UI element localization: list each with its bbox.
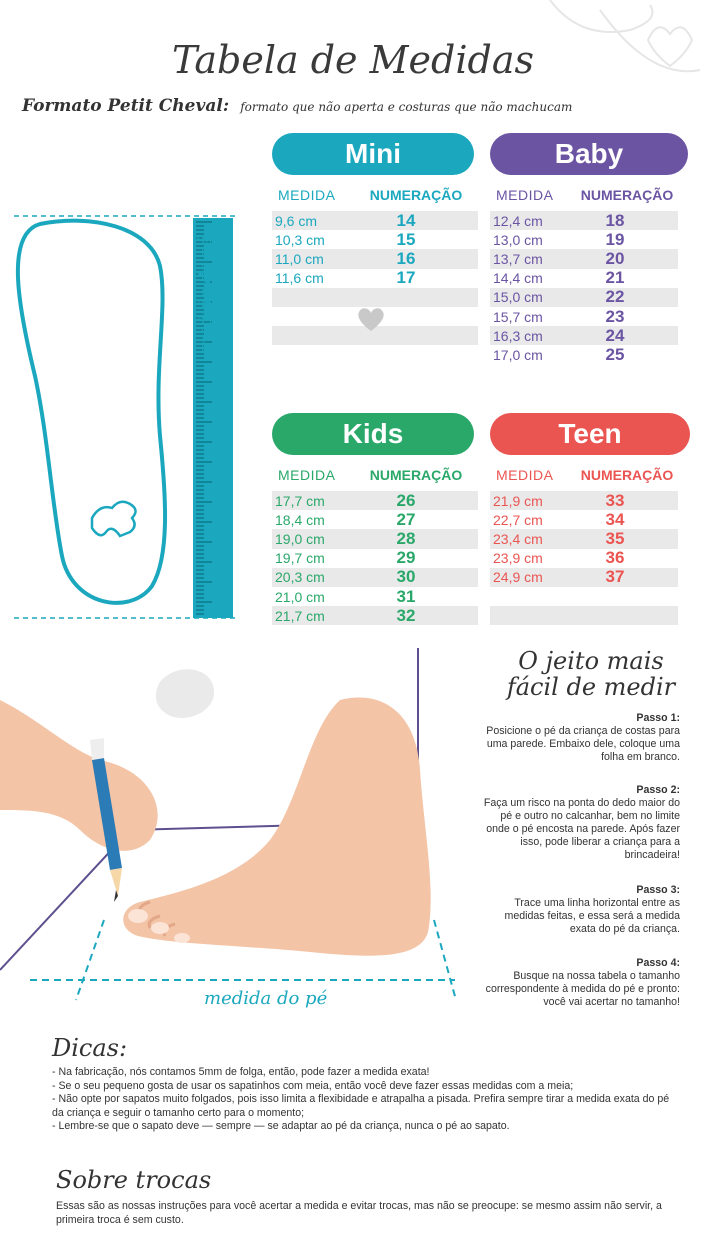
size-number-cell: 33	[605, 490, 625, 510]
measure-cell: 21,9 cm	[493, 492, 543, 509]
size-number-cell: 34	[605, 509, 625, 529]
measuring-foot-illustration	[0, 640, 480, 1020]
format-description: formato que não aperta e costuras que não machucam	[240, 100, 573, 114]
table-row	[272, 288, 478, 307]
ruler-label: medida do pé	[196, 235, 216, 352]
exchanges-title: Sobre trocas	[56, 1166, 212, 1194]
table-row	[490, 230, 678, 249]
step-1	[480, 712, 680, 764]
size-number-cell: 35	[605, 528, 625, 548]
size-number-cell: 36	[605, 548, 625, 568]
size-number-cell: 32	[396, 605, 416, 625]
table-row	[272, 249, 478, 268]
table-header-baby: Baby	[490, 133, 688, 175]
table-header-teen: Teen	[490, 413, 690, 455]
size-number-cell: 37	[605, 567, 625, 587]
table-row	[272, 568, 478, 587]
table-row	[490, 606, 678, 625]
step-3	[480, 884, 680, 936]
size-number-cell: 21	[605, 268, 625, 288]
size-number-cell: 31	[396, 586, 416, 606]
measure-cell: 17,7 cm	[275, 492, 325, 509]
step-text: Faça um risco na ponta do dedo maior do pé e outro no calcanhar, bem no limite onde o pé encosta na parede. Após fazer isso, pode liberar a criança para a brincadeira!	[483, 797, 680, 861]
table-rows	[490, 211, 678, 365]
tips-list	[52, 1066, 677, 1134]
measure-cell: 13,0 cm	[493, 231, 543, 248]
size-number-cell: 23	[605, 306, 625, 326]
measure-cell: 12,4 cm	[493, 212, 543, 229]
step-4	[480, 957, 680, 1009]
size-number-cell: 19	[605, 229, 625, 249]
table-row	[490, 491, 678, 510]
measure-cell: 14,4 cm	[493, 270, 543, 287]
measure-cell: 24,9 cm	[493, 569, 543, 586]
column-number: NUMERAÇÃO	[369, 187, 463, 203]
table-row	[490, 510, 678, 529]
easy-way-title	[496, 648, 686, 700]
size-number-cell: 29	[396, 548, 416, 568]
table-row	[490, 269, 678, 288]
measure-cell: 20,3 cm	[275, 569, 325, 586]
easy-way-title-line2: fácil de medir	[506, 673, 676, 701]
tip-item: - Se o seu pequeno gosta de usar os sapatinhos com meia, então você deve fazer essas medidas com a meia;	[52, 1079, 574, 1092]
size-table-kids	[272, 413, 478, 625]
column-measure: MEDIDA	[496, 187, 554, 203]
size-number-cell: 24	[605, 325, 625, 345]
measure-cell: 18,4 cm	[275, 511, 325, 528]
table-row	[272, 529, 478, 548]
table-row	[272, 549, 478, 568]
column-measure: MEDIDA	[278, 467, 336, 483]
table-row	[490, 345, 678, 364]
tip-item: - Lembre-se que o sapato deve — sempre — se adaptar ao pé da criança, nunca o pé ao sapato.	[52, 1120, 510, 1132]
table-row	[272, 491, 478, 510]
column-number: NUMERAÇÃO	[580, 467, 674, 483]
measure-cell: 11,0 cm	[275, 250, 324, 267]
table-row	[490, 549, 678, 568]
table-row	[490, 307, 678, 326]
measure-cell: 15,0 cm	[493, 289, 543, 306]
column-headers	[490, 467, 678, 487]
column-headers	[272, 467, 478, 487]
table-header-mini: Mini	[272, 133, 474, 175]
easy-way-title-line1: O jeito mais	[518, 647, 664, 675]
table-row	[490, 529, 678, 548]
table-row	[490, 568, 678, 587]
step-title: Passo 2:	[636, 784, 680, 796]
table-row	[490, 211, 678, 230]
table-rows	[490, 491, 678, 625]
size-number-cell: 30	[396, 567, 416, 587]
measure-cell: 22,7 cm	[493, 511, 543, 528]
size-number-cell: 20	[605, 248, 625, 268]
column-number: NUMERAÇÃO	[369, 467, 463, 483]
measure-cell: 17,0 cm	[493, 346, 543, 363]
table-row	[272, 345, 478, 364]
column-number: NUMERAÇÃO	[580, 187, 674, 203]
size-number-cell: 14	[396, 210, 416, 230]
table-row	[272, 230, 478, 249]
table-row	[272, 211, 478, 230]
table-rows	[272, 211, 478, 365]
column-headers	[272, 187, 478, 207]
step-2	[480, 784, 680, 862]
size-number-cell: 18	[605, 210, 625, 230]
step-text: Busque na nossa tabela o tamanho correspondente à medida do pé e pronto: você vai acertar no tamanho!	[485, 970, 680, 1008]
tips-title: Dicas:	[52, 1034, 128, 1062]
table-rows	[272, 491, 478, 625]
measure-cell: 9,6 cm	[275, 212, 318, 229]
step-title: Passo 4:	[636, 957, 680, 969]
table-row	[272, 587, 478, 606]
size-number-cell: 22	[605, 287, 625, 307]
page-title: Tabela de Medidas	[171, 38, 534, 82]
measure-cell: 15,7 cm	[493, 308, 543, 325]
measure-cell: 21,7 cm	[275, 607, 325, 624]
format-line	[22, 96, 572, 116]
step-text: Posicione o pé da criança de costas para uma parede. Embaixo dele, coloque uma folha em branco.	[486, 725, 680, 763]
table-row	[490, 326, 678, 345]
column-measure: MEDIDA	[278, 187, 336, 203]
measure-cell: 21,0 cm	[275, 588, 325, 605]
measure-cell: 13,7 cm	[493, 250, 543, 267]
size-table-teen	[490, 413, 678, 625]
table-row	[490, 587, 678, 606]
column-measure: MEDIDA	[496, 467, 554, 483]
size-number-cell: 25	[605, 344, 625, 364]
step-text: Trace uma linha horizontal entre as medidas feitas, e essa será a medida exata do pé da criança.	[504, 897, 680, 935]
size-number-cell: 26	[396, 490, 416, 510]
table-row	[490, 288, 678, 307]
size-number-cell: 28	[396, 528, 416, 548]
measure-cell: 23,4 cm	[493, 530, 543, 547]
tip-item: - Não opte por sapatos muito folgados, pois isso limita a flexibidade e atrapalha a pisada. Prefira sempre tirar a medida exata do pé da criança e seguir o tamanho certo para o momento;	[52, 1093, 670, 1119]
measure-cell: 19,7 cm	[275, 550, 325, 567]
measure-cell: 19,0 cm	[275, 530, 325, 547]
measure-cell: 10,3 cm	[275, 231, 325, 248]
measure-cell: 23,9 cm	[493, 550, 543, 567]
step-title: Passo 3:	[636, 884, 680, 896]
column-headers	[490, 187, 678, 207]
measure-cell: 11,6 cm	[275, 270, 324, 287]
format-label: Formato Petit Cheval:	[22, 96, 230, 116]
size-number-cell: 27	[396, 509, 416, 529]
step-title: Passo 1:	[636, 712, 680, 724]
size-number-cell: 17	[396, 268, 416, 288]
table-header-kids: Kids	[272, 413, 474, 455]
foot-ruler-illustration	[0, 206, 270, 626]
tip-item: - Na fabricação, nós contamos 5mm de folga, então, pode fazer a medida exata!	[52, 1066, 430, 1078]
heart-icon	[357, 306, 385, 332]
table-row	[490, 249, 678, 268]
size-number-cell: 15	[396, 229, 416, 249]
size-table-baby	[490, 133, 678, 365]
measure-cell: 16,3 cm	[493, 327, 543, 344]
table-row	[272, 510, 478, 529]
exchanges-text: Essas são as nossas instruções para você acertar a medida e evitar trocas, mas não se preocupe: se mesmo assim não servir, a primeira troca é sem custo.	[56, 1200, 662, 1226]
size-number-cell: 16	[396, 248, 416, 268]
foot-measure-label: medida do pé	[204, 988, 328, 1009]
table-row	[272, 606, 478, 625]
table-row	[272, 269, 478, 288]
